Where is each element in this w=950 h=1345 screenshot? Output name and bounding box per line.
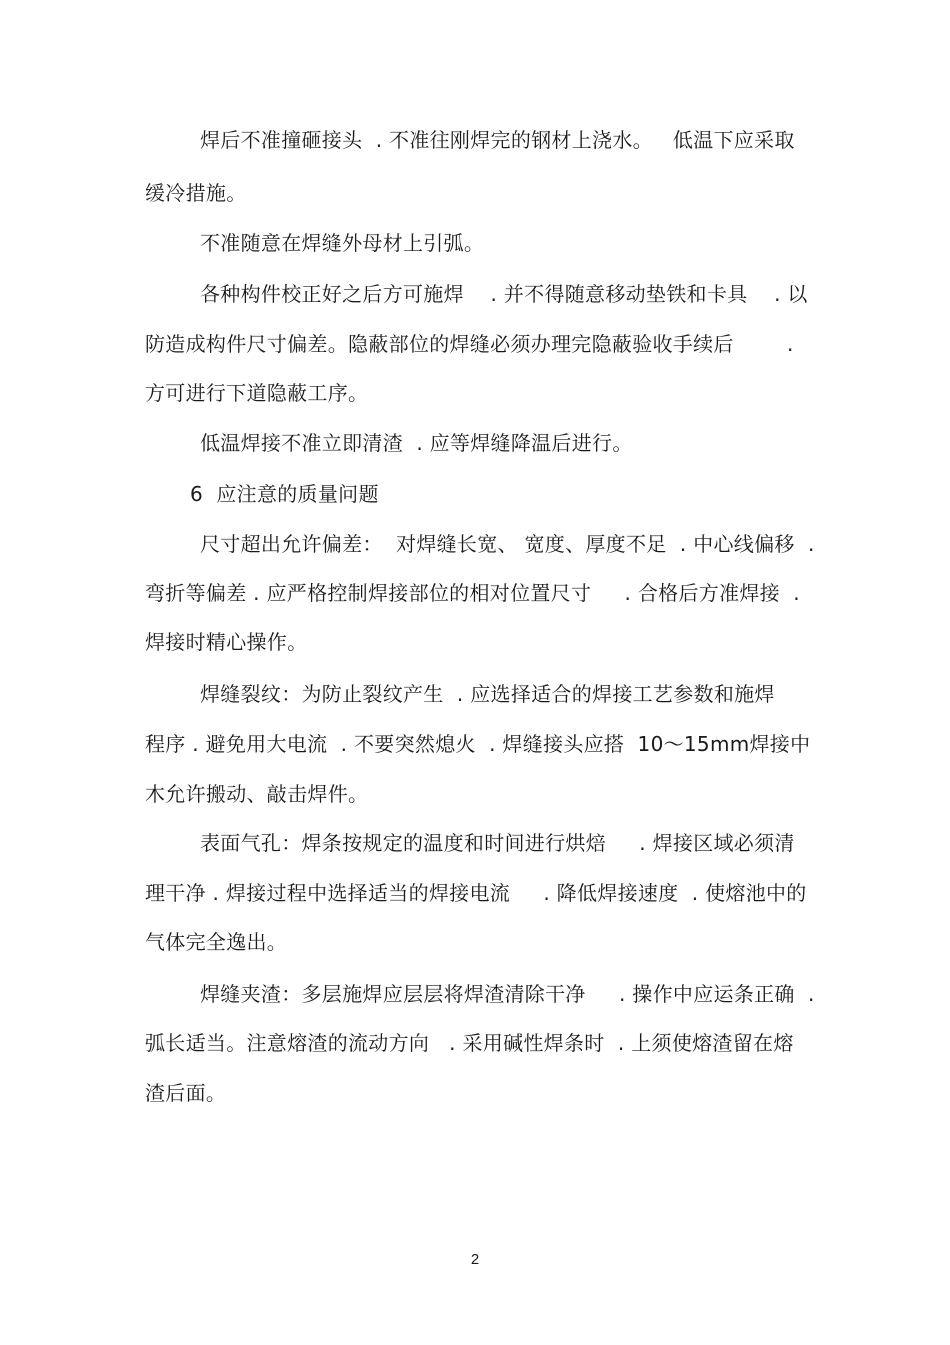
paragraph-line: 各种构件校正好之后方可施焊 . 并不得随意移动垫铁和卡具 . 以	[200, 282, 808, 306]
paragraph-line: 方可进行下道隐蔽工序。	[145, 381, 369, 405]
paragraph-line: 弯折等偏差 . 应严格控制焊接部位的相对位置尺寸 . 合格后方准焊接 .	[145, 581, 800, 605]
paragraph-line: 理干净 . 焊接过程中选择适当的焊接电流 . 降低焊接速度 . 使熔池中的	[145, 881, 807, 905]
paragraph-line: 尺寸超出允许偏差： 对焊缝长宽、 宽度、厚度不足 . 中心线偏移 .	[200, 532, 815, 556]
paragraph-line: 焊缝裂纹：为防止裂纹产生 . 应选择适合的焊接工艺参数和施焊	[200, 682, 775, 706]
paragraph-line: 焊接时精心操作。	[145, 630, 308, 654]
section-heading: 6 应注意的质量问题	[190, 482, 379, 506]
paragraph-line: 表面气孔：焊条按规定的温度和时间进行烘焙 . 焊接区域必须清	[200, 831, 795, 855]
paragraph-line: 弧长适当。注意熔渣的流动方向 . 采用碱性焊条时 . 上须使熔渣留在熔	[145, 1031, 794, 1055]
paragraph-line: 气体完全逸出。	[145, 930, 288, 954]
paragraph-line: 渣后面。	[145, 1081, 227, 1105]
paragraph-line: 不准随意在焊缝外母材上引弧。	[200, 231, 485, 255]
paragraph-line: 程序 . 避免用大电流 . 不要突然熄火 . 焊缝接头应搭 10～15mm焊接中	[145, 732, 811, 756]
paragraph-line: 木允许搬动、敲击焊件。	[145, 782, 369, 806]
paragraph-line: 缓冷措施。	[145, 181, 247, 205]
page-number: 2	[470, 1251, 480, 1268]
paragraph-line: 低温焊接不准立即清渣 . 应等焊缝降温后进行。	[200, 431, 633, 455]
paragraph-line: 焊缝夹渣：多层施焊应层层将焊渣清除干净 . 操作中应运条正确 .	[200, 982, 815, 1006]
paragraph-line: 焊后不准撞砸接头 . 不准往刚焊完的钢材上浇水。 低温下应采取	[200, 128, 795, 152]
paragraph-line: 防造成构件尺寸偏差。隐蔽部位的焊缝必须办理完隐蔽验收手续后 .	[145, 332, 794, 356]
